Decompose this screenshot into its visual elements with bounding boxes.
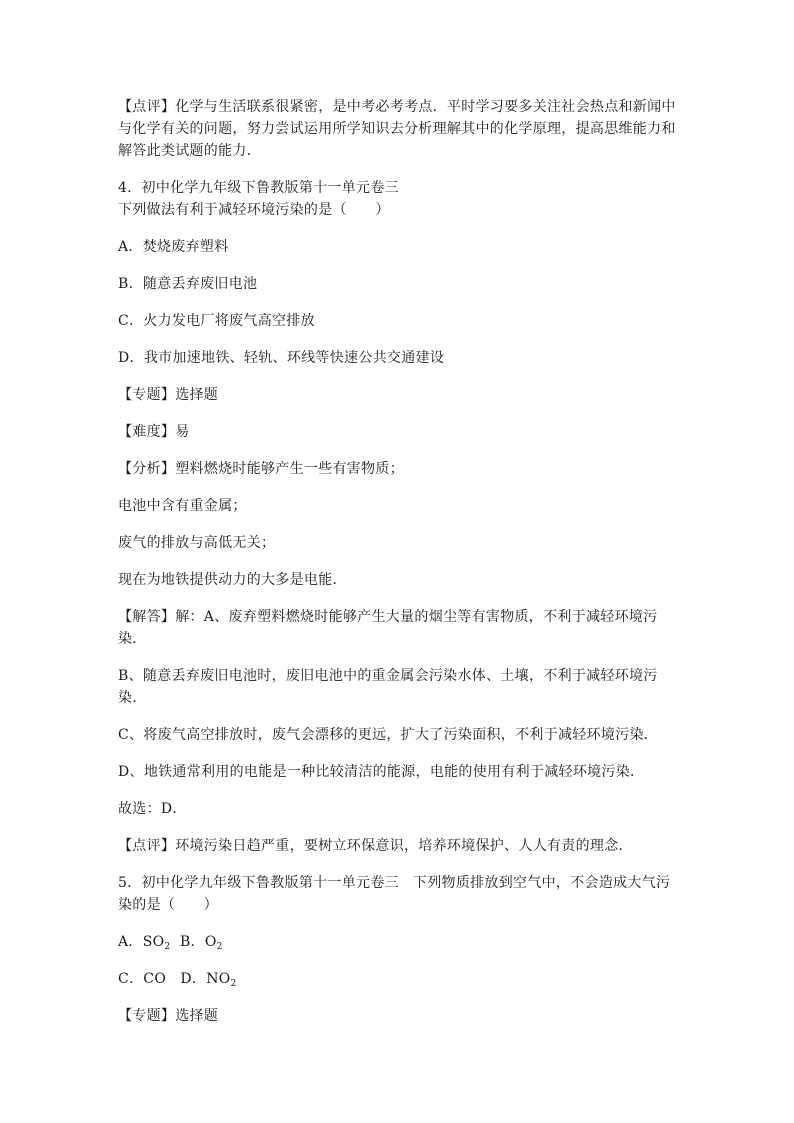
- topic-value: 选择题: [175, 1008, 219, 1024]
- question-4-stem: [118, 177, 678, 221]
- question-4-answer-d: D、地铁通常利用的电能是一种比较清洁的能源，电能的使用有利于减轻环境污染．: [118, 764, 645, 780]
- question-4-analysis-1: [118, 458, 678, 480]
- question-5-option-c: C．CO: [118, 971, 167, 987]
- answer-line: 解：A、废弃塑料燃烧时能够产生大量的烟尘等有害物质，不利于减轻环境污染．: [118, 609, 658, 647]
- question-5-options-ab: [118, 931, 678, 953]
- question-4-text: 下列做法有利于减轻环境污染的是（ ）: [118, 202, 390, 218]
- topic-value: 选择题: [175, 387, 219, 403]
- question-5-option-d: D．$NO_2$: [180, 971, 237, 989]
- topic-tag: 【专题】: [118, 1008, 176, 1024]
- question-5-option-a: A．$SO_2$: [118, 934, 171, 952]
- question-4-answer-a: [118, 606, 678, 650]
- question-4-option-b: B．随意丢弃废旧电池: [118, 276, 258, 292]
- question-4-comment: [118, 835, 678, 857]
- question-4-option-d: D．我市加速地铁、轻轨、环线等快速公共交通建设: [118, 350, 445, 366]
- difficulty-value: 易: [175, 424, 190, 440]
- answer-tag: 【解答】: [118, 609, 176, 625]
- question-4-answer-c: C、将废气高空排放时，废气会漂移的更远，扩大了污染面积，不利于减轻环境污染．: [118, 727, 659, 743]
- comment-prev-paragraph: [118, 96, 678, 162]
- difficulty-tag: 【难度】: [118, 424, 176, 440]
- question-5-text: 下列物质排放到空气中，不会造成大气污染的是（ ）: [118, 875, 671, 913]
- question-4-final-choice: 故选：D．: [118, 801, 187, 817]
- comment-prev-text: 化学与生活联系很紧密，是中考必考考点．平时学习要多关注社会热点和新闻中与化学有关的问题，努力尝试运用所学知识去分析理解其中的化学原理，提高思维能力和解答此类试题的能力．: [118, 99, 676, 159]
- question-4-difficulty: [118, 421, 678, 443]
- question-5-topic: [118, 1005, 678, 1027]
- question-4-answer-b: B、随意丢弃废旧电池时，废旧电池中的重金属会污染水体、土壤，不利于减轻环境污染．: [118, 668, 658, 706]
- question-4-topic: [118, 384, 678, 406]
- comment-tag: 【点评】: [118, 838, 176, 854]
- question-4-option-a: A．焚烧废弃塑料: [118, 239, 229, 255]
- question-5-source: 初中化学九年级下鲁教版第十一单元卷三: [141, 875, 399, 891]
- question-5-stem: [118, 872, 678, 916]
- question-4-analysis-3: 废气的排放与高低无关；: [118, 535, 276, 551]
- question-5-number: 5．: [118, 875, 142, 891]
- question-5-options-cd: [118, 968, 678, 990]
- document-page: [118, 96, 678, 1042]
- question-4-number: 4．: [118, 180, 142, 196]
- topic-tag: 【专题】: [118, 387, 176, 403]
- analysis-tag: 【分析】: [118, 461, 176, 477]
- question-4-option-c: C．火力发电厂将废气高空排放: [118, 313, 315, 329]
- comment-prev-tag: 【点评】: [118, 99, 176, 115]
- question-4-source: 初中化学九年级下鲁教版第十一单元卷三: [141, 180, 399, 196]
- question-5-option-b: B．$O_2$: [179, 934, 223, 952]
- comment-text: 环境污染日趋严重，要树立环保意识，培养环境保护、人人有责的理念．: [175, 838, 633, 854]
- analysis-line: 塑料燃烧时能够产生一些有害物质；: [175, 461, 405, 477]
- question-4-analysis-2: 电池中含有重金属；: [118, 498, 247, 514]
- question-4-analysis-4: 现在为地铁提供动力的大多是电能．: [118, 572, 347, 588]
